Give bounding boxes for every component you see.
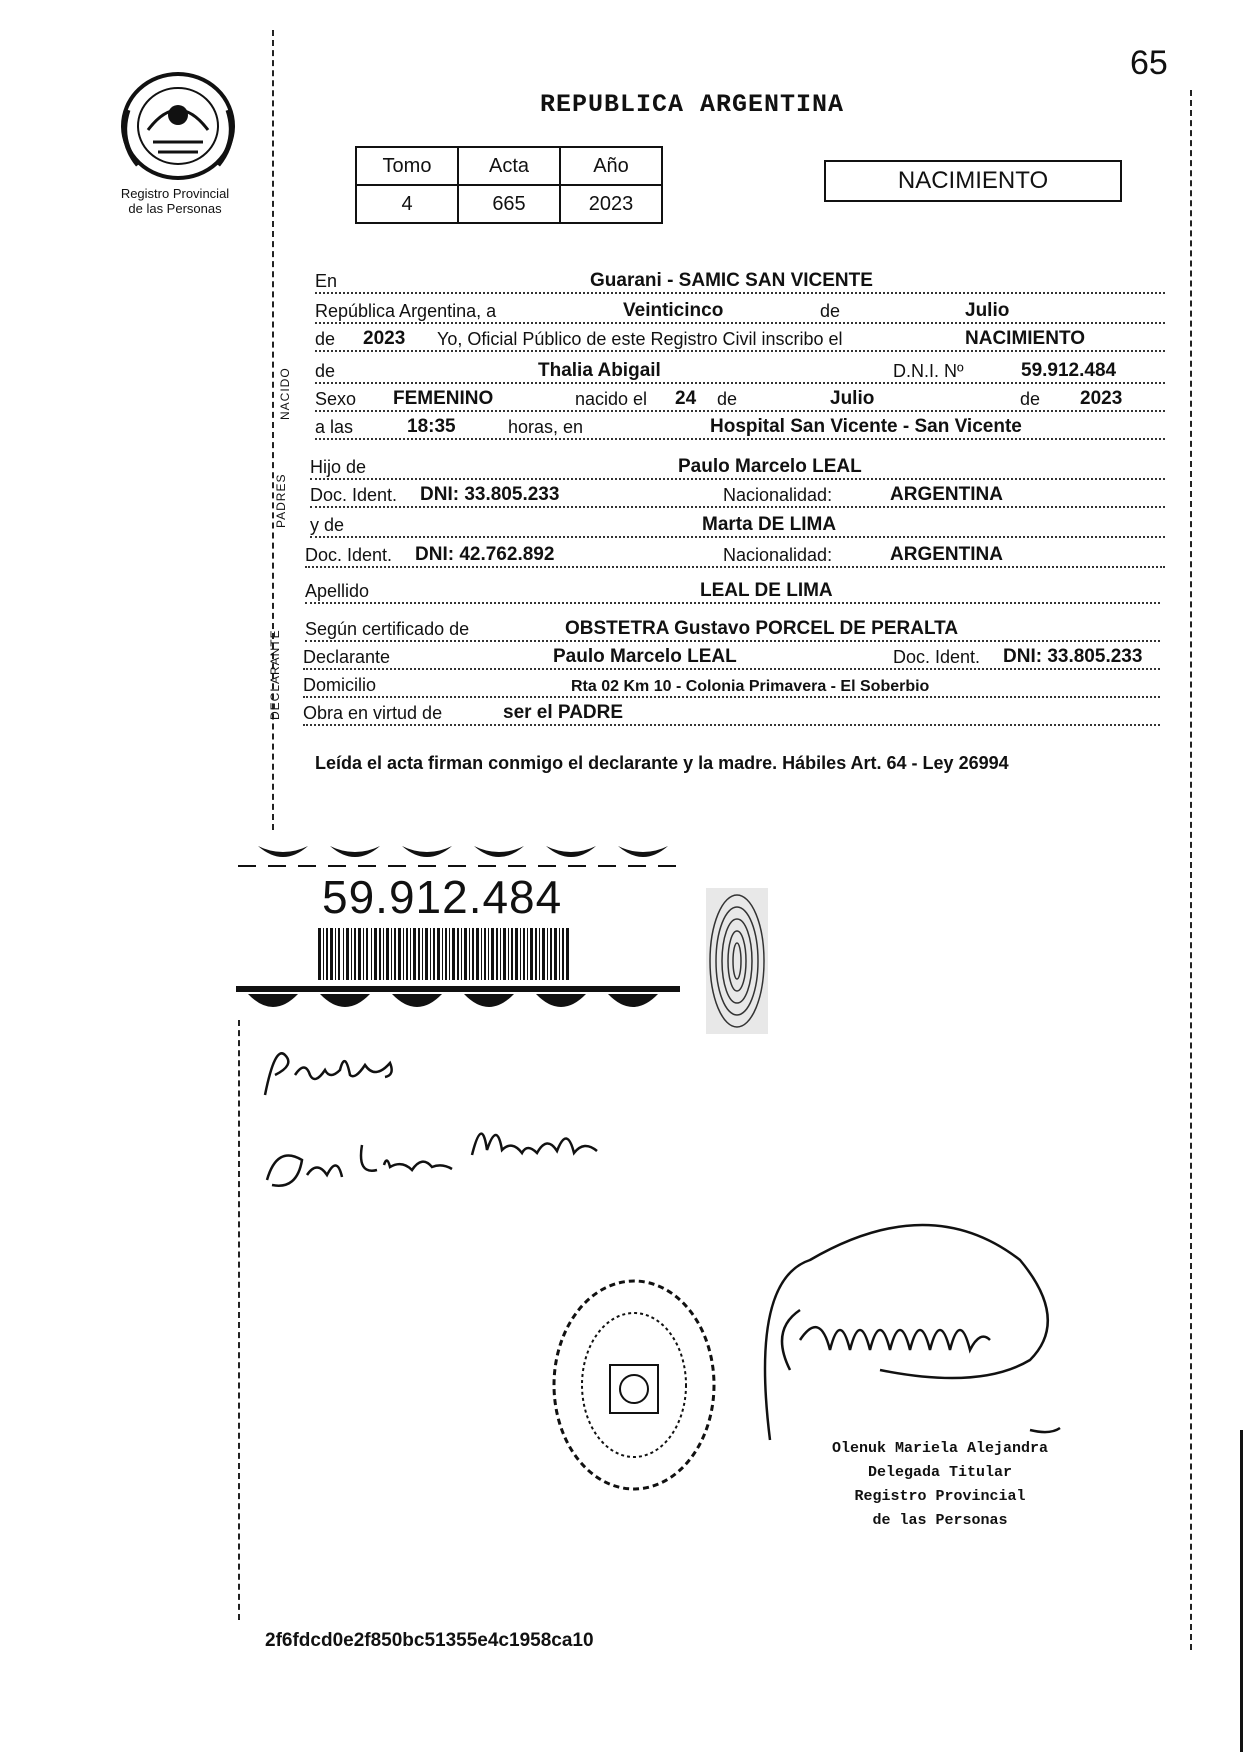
table-value-tomo: 4 [356, 185, 458, 223]
table-header-tomo: Tomo [356, 147, 458, 185]
handwritten-signature-paulo [255, 1035, 405, 1105]
dni-label: D.N.I. Nº [893, 361, 964, 381]
fingerprint [706, 888, 768, 1034]
inscribo-label: Yo, Oficial Público de este Registro Civil inscribo el [437, 329, 843, 349]
official-org-line2: de las Personas [872, 1512, 1008, 1529]
row-ano [315, 326, 1165, 352]
alas-label: a las [315, 417, 354, 437]
row-hora [315, 414, 1165, 440]
row-madre-doc [305, 542, 1165, 568]
side-label-declarante: DECLARANTE [268, 629, 282, 720]
declarante-doc: DNI: 33.805.233 [1003, 646, 1143, 667]
official-stamp [548, 1275, 720, 1495]
row-padre-doc [310, 482, 1165, 508]
row-nombre [315, 358, 1165, 384]
registry-label-line1: Registro Provincial [120, 186, 230, 201]
obra-value: ser el PADRE [503, 702, 624, 723]
month-value: Julio [965, 300, 1010, 321]
row-declarante [303, 644, 1160, 670]
father-doc-label: Doc. Ident. [310, 485, 398, 505]
domicilio-value: Rta 02 Km 10 - Colonia Primavera - El Soberbio [571, 678, 930, 695]
dni-number-label: 59.912.484 [322, 871, 563, 923]
official-signature-block [830, 1437, 1050, 1533]
de2-label: de [315, 329, 336, 349]
security-pattern-bottom [236, 986, 680, 1020]
row-apellido [305, 578, 1160, 604]
row-en [315, 268, 1165, 294]
year-value: 2023 [363, 328, 406, 349]
certificado-value: OBSTETRA Gustavo PORCEL DE PERALTA [565, 618, 959, 639]
sexo-label: Sexo [315, 389, 357, 409]
side-label-nacido: NACIDO [278, 367, 292, 420]
de4-label: de [1020, 389, 1041, 409]
security-pattern-top [238, 838, 680, 872]
de-label: de [820, 301, 841, 321]
father-doc: DNI: 33.805.233 [420, 484, 560, 505]
left-margin-line-lower [238, 1020, 240, 1620]
row-domicilio [303, 672, 1160, 698]
father-nat: ARGENTINA [890, 484, 1003, 505]
declarante-doc-label: Doc. Ident. [893, 647, 981, 667]
republica-label: República Argentina, a [315, 301, 497, 321]
yde-label: y de [310, 515, 345, 535]
mother-name: Marta DE LIMA [702, 514, 837, 535]
mother-doc-label: Doc. Ident. [305, 545, 393, 565]
declarante-value: Paulo Marcelo LEAL [553, 646, 737, 667]
day-value: Veinticinco [623, 300, 724, 321]
provincial-seal [118, 70, 238, 182]
closing-text: Leída el acta firman conmigo el declarante y la madre. Hábiles Art. 64 - Ley 26994 [315, 753, 1009, 773]
hijo-label: Hijo de [310, 457, 367, 477]
registry-label-line2: de las Personas [128, 201, 222, 216]
apellido-value: LEAL DE LIMA [700, 580, 833, 601]
nombre-label: de [315, 361, 336, 381]
apellido-label: Apellido [305, 581, 370, 601]
horas-label: horas, en [508, 417, 584, 437]
row-sexo [315, 386, 1165, 412]
official-name: Olenuk Mariela Alejandra [831, 1440, 1049, 1457]
handwritten-signature-mother [262, 1105, 622, 1200]
table-header-acta: Acta [458, 147, 560, 185]
obra-label: Obra en virtud de [303, 703, 443, 723]
mother-nat-label: Nacionalidad: [723, 545, 833, 565]
table-value-ano: 2023 [560, 185, 662, 223]
official-org-line1: Registro Provincial [854, 1488, 1026, 1505]
certificado-label: Según certificado de [305, 619, 470, 639]
father-name: Paulo Marcelo LEAL [678, 456, 862, 477]
mother-doc: DNI: 42.762.892 [415, 544, 555, 565]
mother-nat: ARGENTINA [890, 544, 1003, 565]
declarante-label: Declarante [303, 647, 391, 667]
table-header-ano: Año [560, 147, 662, 185]
sexo-value: FEMENINO [393, 388, 494, 409]
birth-month: Julio [830, 388, 875, 409]
act-type-value: NACIMIENTO [965, 328, 1085, 349]
birth-time: 18:35 [407, 416, 456, 437]
row-madre [310, 512, 1165, 538]
page-number: 65 [1130, 44, 1168, 82]
right-edge-bar [1240, 1430, 1243, 1752]
official-signature [730, 1200, 1100, 1460]
nombre-value: Thalia Abigail [538, 360, 661, 381]
row-obra [303, 700, 1160, 726]
registry-label [100, 186, 250, 216]
record-table [355, 146, 663, 224]
official-role: Delegada Titular [867, 1464, 1013, 1481]
de3-label: de [717, 389, 738, 409]
country-title: REPUBLICA ARGENTINA [540, 90, 845, 119]
barcode [318, 928, 570, 980]
act-type-box: NACIMIENTO [824, 160, 1122, 202]
birth-day: 24 [675, 388, 697, 409]
right-margin-line [1190, 90, 1192, 1650]
birth-year: 2023 [1080, 388, 1123, 409]
en-value: Guarani - SAMIC SAN VICENTE [590, 270, 873, 291]
domicilio-label: Domicilio [303, 675, 377, 695]
father-nat-label: Nacionalidad: [723, 485, 833, 505]
nacido-label: nacido el [575, 389, 648, 409]
table-value-acta: 665 [458, 185, 560, 223]
document-hash: 2f6fdcd0e2f850bc51355e4c1958ca10 [265, 1630, 594, 1651]
row-fecha [315, 298, 1165, 324]
birth-place: Hospital San Vicente - San Vicente [710, 416, 1022, 437]
side-label-padres: PADRES [274, 473, 288, 528]
row-padre [310, 454, 1165, 480]
dni-value: 59.912.484 [1021, 360, 1117, 381]
en-label: En [315, 271, 338, 291]
row-certificado [305, 616, 1160, 642]
